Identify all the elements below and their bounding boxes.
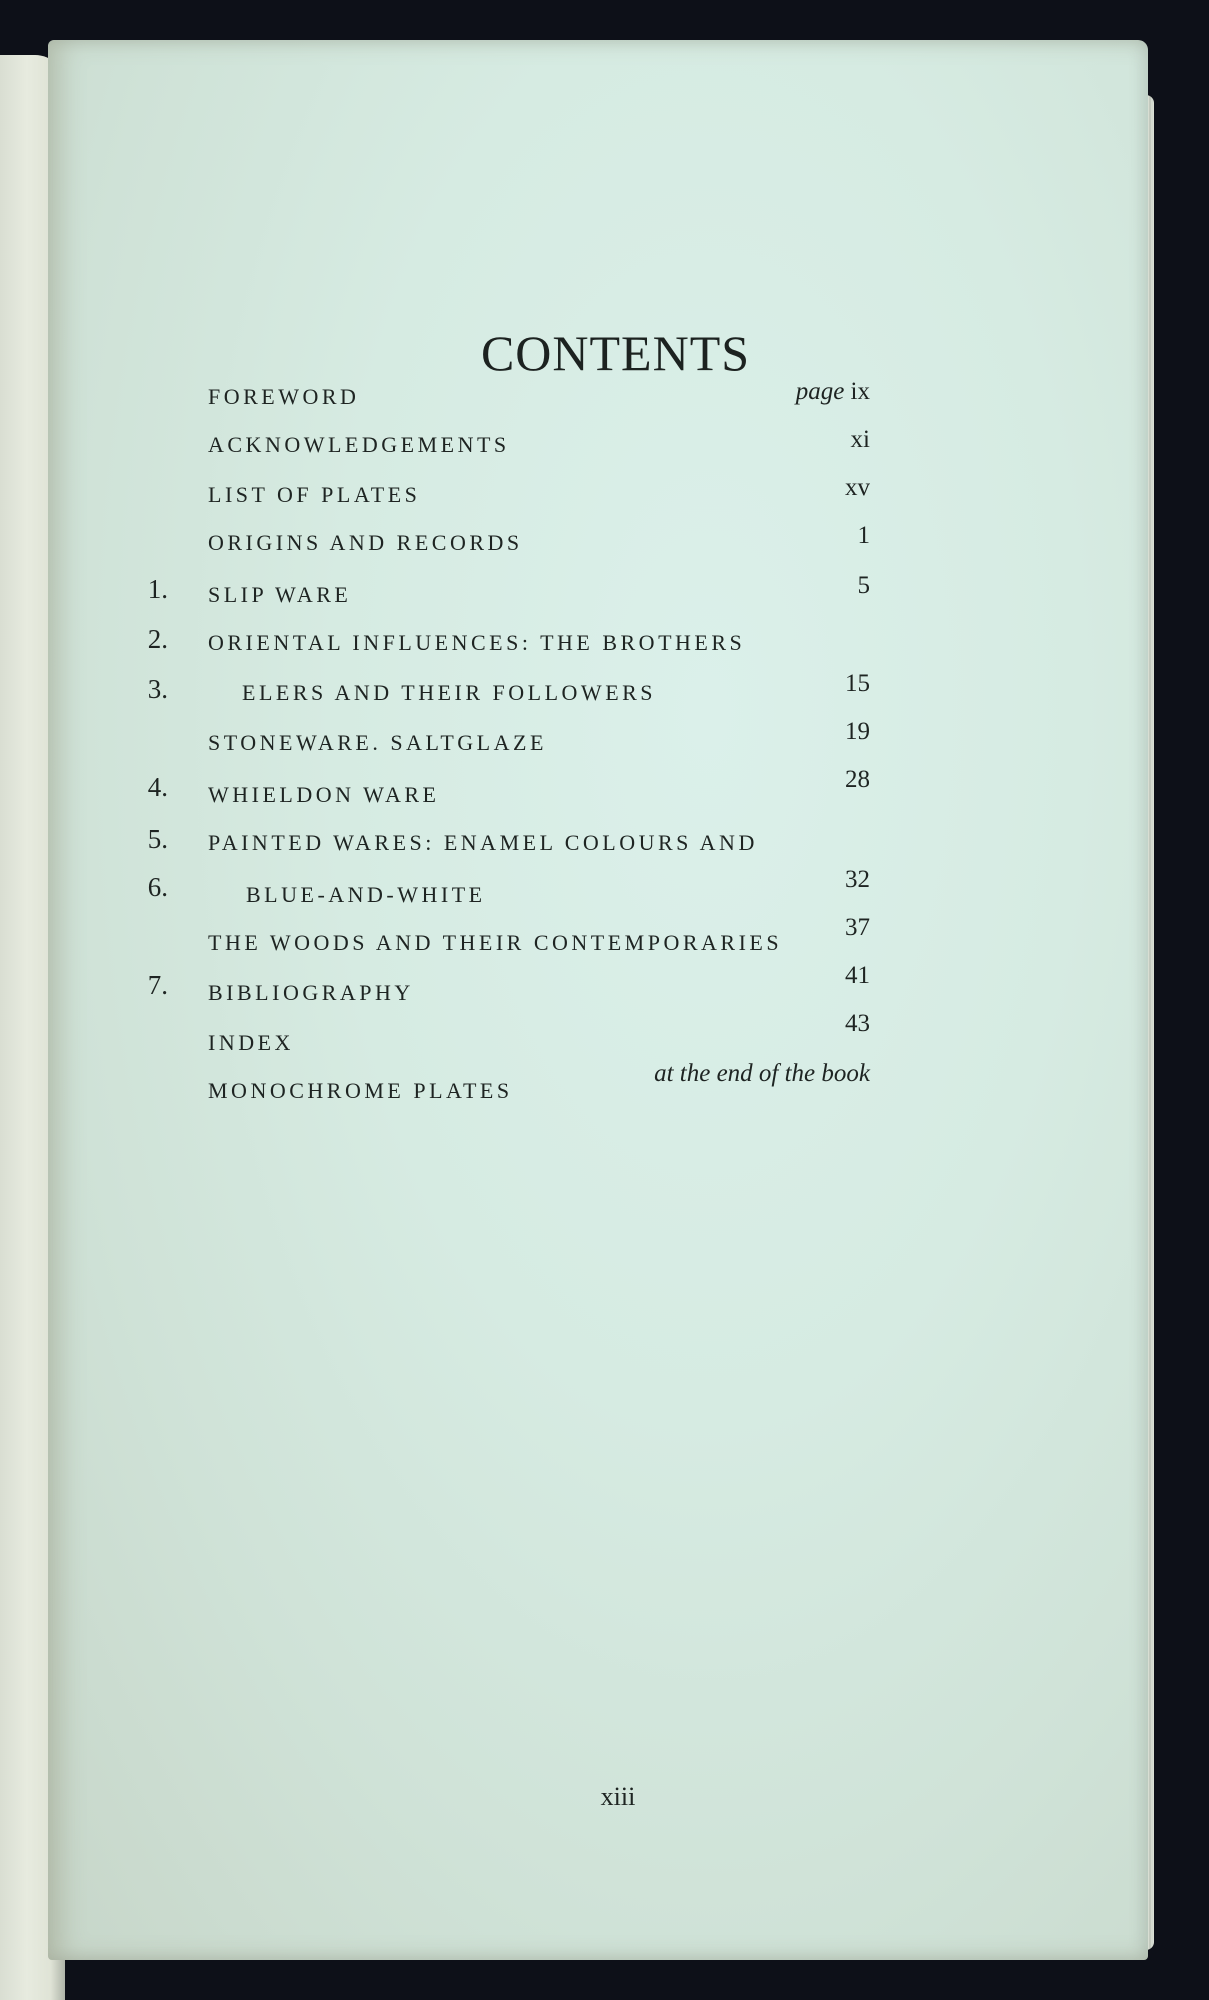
toc-page-list-of-plates: xv: [845, 474, 870, 501]
toc-page-chapter-3: 15: [845, 670, 870, 697]
book-page: [48, 40, 1148, 1960]
toc-number-6: 6.: [147, 872, 168, 902]
toc-label-chapter-1: ORIGINS AND RECORDS: [208, 530, 523, 555]
toc-label-monochrome-plates: MONOCHROME PLATES: [208, 1078, 513, 1103]
toc-page-index: 43: [845, 1010, 870, 1037]
toc-page-chapter-7: 37: [845, 914, 870, 941]
toc-page-chapter-1: 1: [857, 522, 870, 549]
toc-number-2: 2.: [147, 624, 168, 654]
page-number: ix: [850, 378, 870, 405]
page-title: CONTENTS: [480, 325, 751, 381]
toc-label-chapter-6: PAINTED WARES: ENAMEL COLOURS AND: [208, 830, 758, 855]
toc-number-3: 3.: [147, 674, 168, 704]
toc-page-chapter-2: 5: [857, 572, 870, 599]
toc-page-bibliography: 41: [845, 962, 870, 989]
toc-label-chapter-3: ORIENTAL INFLUENCES: THE BROTHERS: [208, 630, 746, 655]
toc-label-chapter-7: THE WOODS AND THEIR CONTEMPORARIES: [208, 930, 783, 955]
toc-number-4: 4.: [147, 772, 168, 802]
toc-label-chapter-2: SLIP WARE: [208, 582, 352, 607]
toc-page-acknowledgements: xi: [850, 426, 870, 453]
toc-label-chapter-3-cont: ELERS AND THEIR FOLLOWERS: [242, 680, 657, 705]
toc-label-chapter-5: WHIELDON WARE: [208, 782, 440, 807]
toc-page-chapter-6: 32: [845, 866, 870, 893]
toc-page-monochrome-plates: at the end of the book: [654, 1060, 870, 1087]
page-prefix: page: [795, 378, 845, 405]
toc-number-7: 7.: [147, 970, 168, 1000]
toc-page-foreword: [796, 378, 870, 406]
toc-page-chapter-5: 28: [845, 766, 870, 793]
page-number-folio: xiii: [600, 1782, 636, 1811]
toc-label-acknowledgements: ACKNOWLEDGEMENTS: [208, 432, 510, 457]
toc-number-5: 5.: [147, 824, 168, 854]
toc-label-bibliography: BIBLIOGRAPHY: [208, 980, 414, 1005]
toc-label-foreword: FOREWORD: [208, 384, 360, 409]
toc-label-chapter-4: STONEWARE. SALTGLAZE: [208, 730, 547, 755]
toc-number-1: 1.: [147, 574, 168, 604]
toc-label-list-of-plates: LIST OF PLATES: [208, 482, 421, 507]
toc-label-index: INDEX: [208, 1030, 294, 1055]
toc-label-chapter-6-cont: BLUE-AND-WHITE: [246, 882, 486, 907]
toc-page-chapter-4: 19: [845, 718, 870, 745]
